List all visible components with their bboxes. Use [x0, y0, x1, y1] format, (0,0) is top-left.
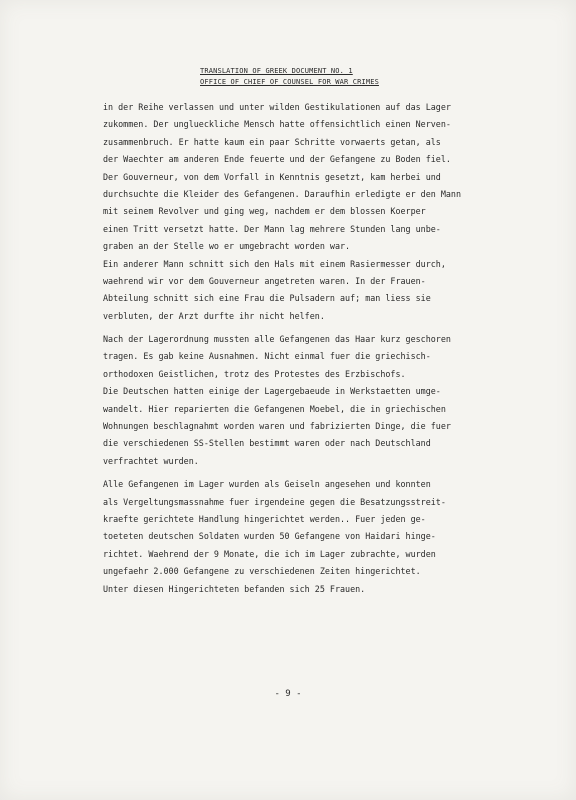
body-line: orthodoxen Geistlichen, trotz des Protestes des Erzbischofs. [103, 368, 406, 379]
body-line: in der Reihe verlassen und unter wilden Gestikulationen auf das Lager [103, 102, 451, 112]
body-line: mit seinem Revolver und ging weg, nachdem er dem blossen Koerper [103, 206, 426, 217]
body-line: die verschiedenen SS-Stellen bestimmt waren oder nach Deutschland [103, 438, 431, 449]
body-line: zukommen. Der unglueckliche Mensch hatte offensichtlich einen Nerven- [103, 119, 451, 130]
body-line: einen Tritt versetzt hatte. Der Mann lag mehrere Stunden lang unbe- [103, 223, 441, 234]
body-line: Alle Gefangenen im Lager wurden als Geiseln angesehen und konnten [103, 479, 431, 490]
document-header [200, 66, 436, 88]
body-line: verfrachtet wurden. [103, 455, 199, 466]
body-line: Ein anderer Mann schnitt sich den Hals mit einem Rasiermesser durch, [103, 258, 446, 269]
body-line: zusammenbruch. Er hatte kaum ein paar Schritte vorwaerts getan, als [103, 136, 441, 147]
body-line: graben an der Stelle wo er umgebracht worden war. [103, 241, 351, 252]
body-line: Unter diesen Hingerichteten befanden sich 25 Frauen. [103, 583, 366, 594]
body-line: ungefaehr 2.000 Gefangene zu verschiedenen Zeiten hingerichtet. [103, 566, 421, 577]
body-line: verbluten, der Arzt durfte ihr nicht helfen. [103, 310, 325, 321]
header-office: OFFICE OF CHIEF OF COUNSEL FOR WAR CRIMES [200, 78, 379, 86]
header-title: TRANSLATION OF GREEK DOCUMENT NO. 1 [200, 67, 353, 75]
document-body [103, 99, 543, 598]
body-line: tragen. Es gab keine Ausnahmen. Nicht einmal fuer die griechisch- [103, 351, 431, 362]
body-line: waehrend wir vor dem Gouverneur angetreten waren. In der Frauen- [103, 275, 426, 286]
body-line: der Waechter am anderen Ende feuerte und der Gefangene zu Boden fiel. [103, 154, 451, 165]
body-line: Der Gouverneur, von dem Vorfall in Kenntnis gesetzt, kam herbei und [103, 171, 441, 182]
body-line: Abteilung schnitt sich eine Frau die Pulsadern auf; man liess sie [103, 293, 431, 304]
body-line: als Vergeltungsmassnahme fuer irgendeine gegen die Besatzungsstreit- [103, 496, 446, 507]
body-line: Nach der Lagerordnung mussten alle Gefangenen das Haar kurz geschoren [103, 334, 451, 345]
body-line: toeteten deutschen Soldaten wurden 50 Gefangene von Haidari hinge- [103, 531, 436, 542]
body-line: durchsuchte die Kleider des Gefangenen. Daraufhin erledigte er den Mann [103, 188, 461, 199]
page-number: - 9 - [274, 689, 302, 699]
body-line: Wohnungen beschlagnahmt worden waren und fabrizierten Dinge, die fuer [103, 421, 451, 432]
body-line: richtet. Waehrend der 9 Monate, die ich im Lager zubrachte, wurden [103, 548, 436, 559]
body-line: wandelt. Hier reparierten die Gefangenen Moebel, die in griechischen [103, 403, 446, 414]
body-line: Die Deutschen hatten einige der Lagergebaeude in Werkstaetten umge- [103, 386, 441, 397]
body-line: kraefte gerichtete Handlung hingerichtet werden.. Fuer jeden ge- [103, 513, 426, 524]
